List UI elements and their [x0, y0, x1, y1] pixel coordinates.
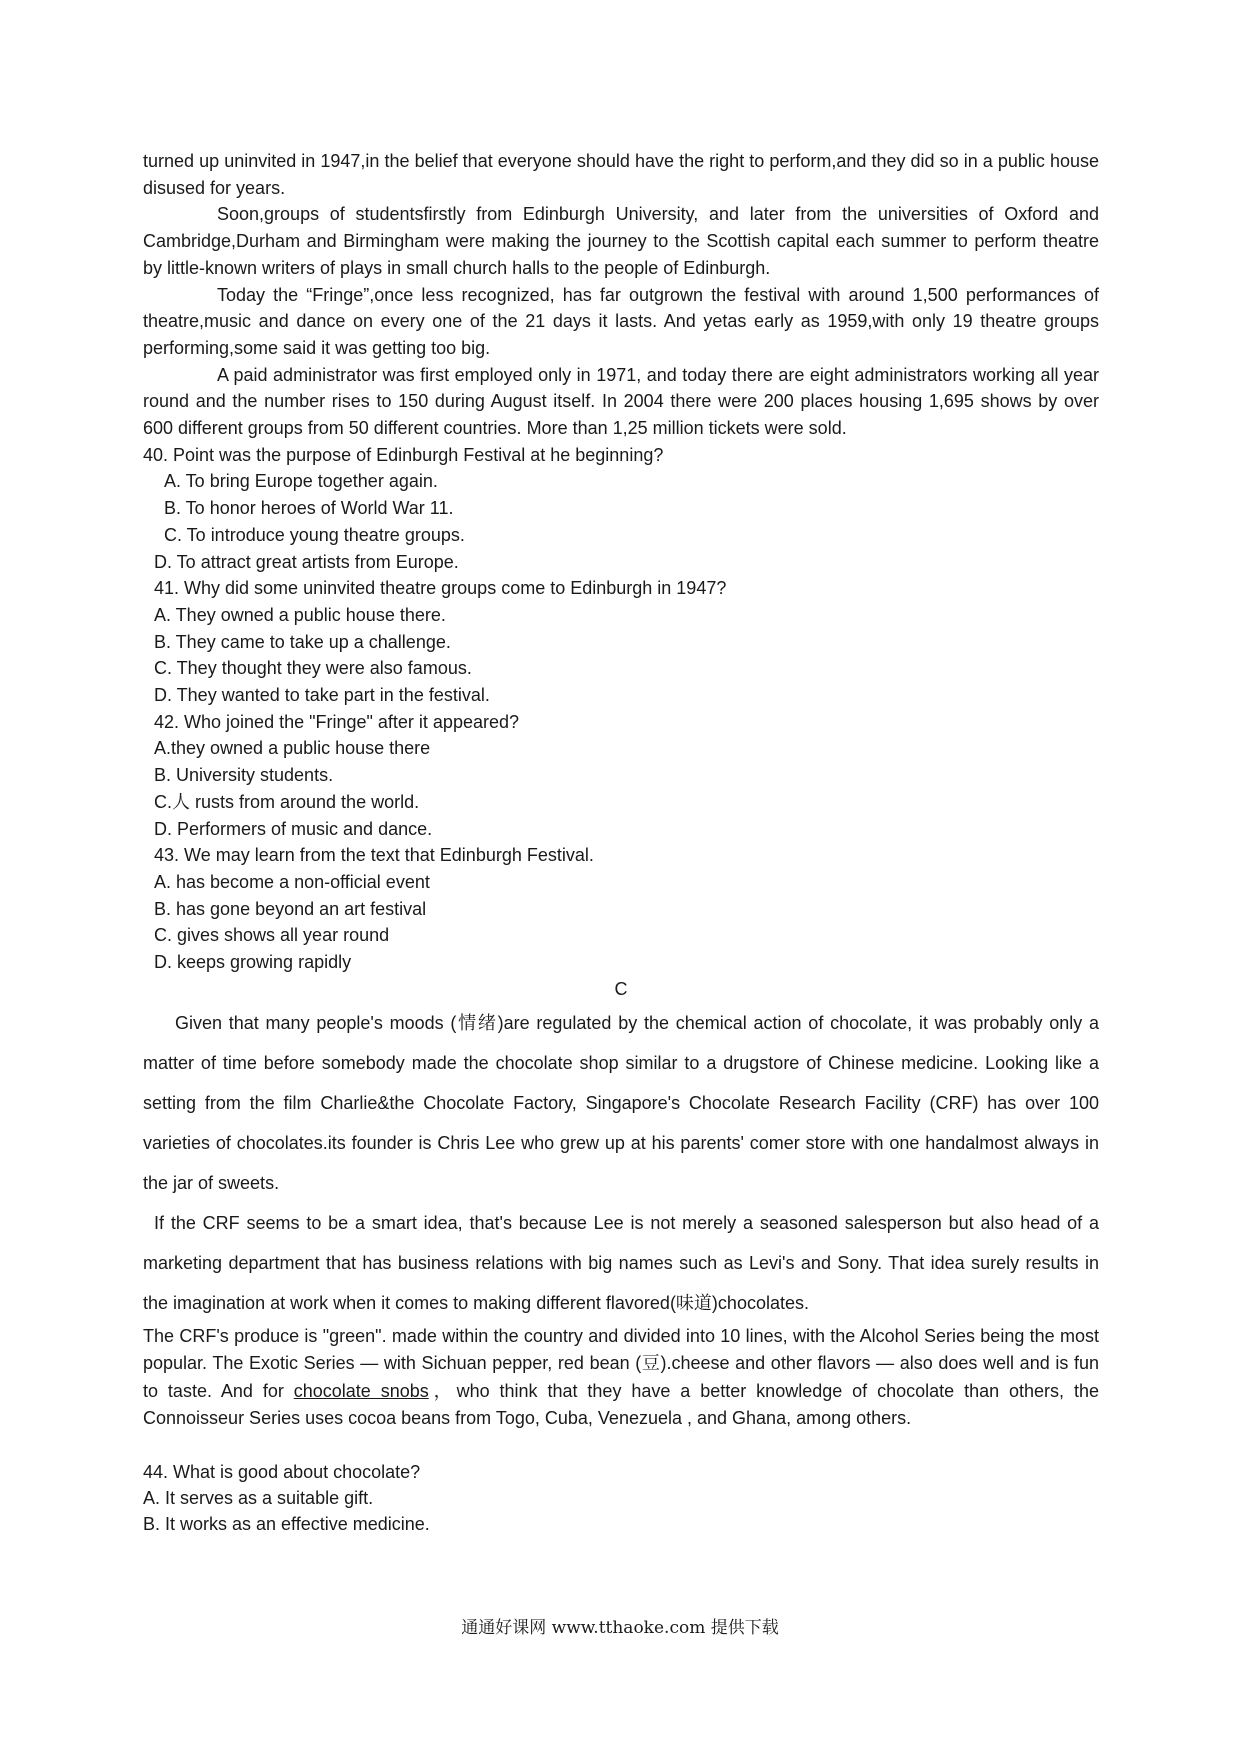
section-heading: C — [614, 978, 628, 999]
option: C. To introduce young theatre groups. — [164, 524, 465, 545]
option: A. has become a non-official event — [154, 871, 430, 892]
option: D. To attract great artists from Europe. — [154, 551, 459, 572]
option: B. University students. — [154, 765, 334, 786]
question-44: 44. What is good about chocolate? — [143, 1461, 421, 1482]
passage-paragraph: Soon,groups of studentsfirstly from Edinburgh University, and later from the universities of Oxford and Cambridge,Durham and Birmingham were making the journey to the Scottish capital each summer to perform theatre by little-known writers of plays in small church halls to the people of Edinburgh. — [143, 204, 1099, 278]
passage-paragraph: A paid administrator was first employed only in 1971, and today there are eight administrators working all year round and the number rises to 150 during August itself. In 2004 there were 200 places housing 1,695 shows by over 600 different groups from 50 different countries. More than 1,25 million tickets were sold. — [143, 364, 1099, 439]
passage-paragraph: Given that many people's moods (情绪)are regulated by the chemical action of chocolate, it was probably only a matter of time before somebody made the chocolate shop similar to a drugstore of Chinese medicine. Looking like a setting from the film Charlie&the Chocolate Factory, Singapore's Chocolate Research Facility (CRF) has over 100 varieties of chocolates.its founder is Chris Lee who grew up at his parents' comer store with one handalmost always in the jar of sweets. — [143, 1012, 1099, 1193]
option: C.人 rusts from around the world. — [154, 791, 420, 812]
option: B. To honor heroes of World War 11. — [164, 498, 454, 519]
question-40: 40. Point was the purpose of Edinburgh Festival at he beginning? — [143, 444, 664, 465]
option: D. keeps growing rapidly — [154, 952, 352, 973]
option: B. They came to take up a challenge. — [154, 631, 451, 652]
option: B. It works as an effective medicine. — [143, 1513, 430, 1534]
passage-text: ，who think that they have a better knowledge of chocolate than others, the Connoisseur Series uses cocoa beans from Togo, Cuba, Venezuela , and Ghana, among others. — [143, 1380, 1099, 1428]
section-c-text — [143, 1003, 1099, 1323]
passage-paragraph: Today the “Fringe”,once less recognized, has far outgrown the festival with around 1,500 performances of theatre,music and dance on every one of the 21 days it lasts. And yetas early as 1959,with only 19 theatre groups performing,some said it was getting too big. — [143, 284, 1099, 358]
question-42: 42. Who joined the "Fringe" after it appeared? — [154, 711, 520, 732]
option: A. To bring Europe together again. — [164, 471, 438, 492]
option: D. They wanted to take part in the festival. — [154, 685, 490, 706]
question-41: 41. Why did some uninvited theatre groups come to Edinburgh in 1947? — [154, 578, 727, 599]
page-content — [143, 148, 1099, 1537]
passage-paragraph: If the CRF seems to be a smart idea, that's because Lee is not merely a seasoned salesperson but also head of a marketing department that has business relations with big names such as Levi's and Sony. That idea surely results in the imagination at work when it comes to making different flavored(味道)chocolates. — [143, 1212, 1099, 1313]
question-43: 43. We may learn from the text that Edinburgh Festival. — [154, 845, 594, 866]
option: A. They owned a public house there. — [154, 604, 446, 625]
page-footer: 通通好课网 www.tthaoke.com 提供下载 — [461, 1618, 779, 1638]
passage-paragraph — [143, 1323, 1099, 1433]
passage-paragraph: turned up uninvited in 1947,in the belief that everyone should have the right to perform,and they did so in a public house disused for years. — [143, 151, 1099, 198]
option: D. Performers of music and dance. — [154, 818, 433, 839]
underlined-phrase: chocolate snobs — [293, 1380, 429, 1401]
option: A. It serves as a suitable gift. — [143, 1487, 374, 1508]
option: C. gives shows all year round — [154, 925, 390, 946]
option: B. has gone beyond an art festival — [154, 898, 427, 919]
option: A.they owned a public house there — [154, 738, 431, 759]
option: C. They thought they were also famous. — [154, 658, 472, 679]
question-44-block — [143, 1459, 1099, 1537]
passage-text: The CRF's produce is "green". made within the country and divided into 10 lines, with the Alcohol Series being the most popular. The Exotic Series — with Sichuan pepper, red bean (豆).cheese and other flavors — also does well and is fun to taste. And for — [143, 1325, 1099, 1401]
